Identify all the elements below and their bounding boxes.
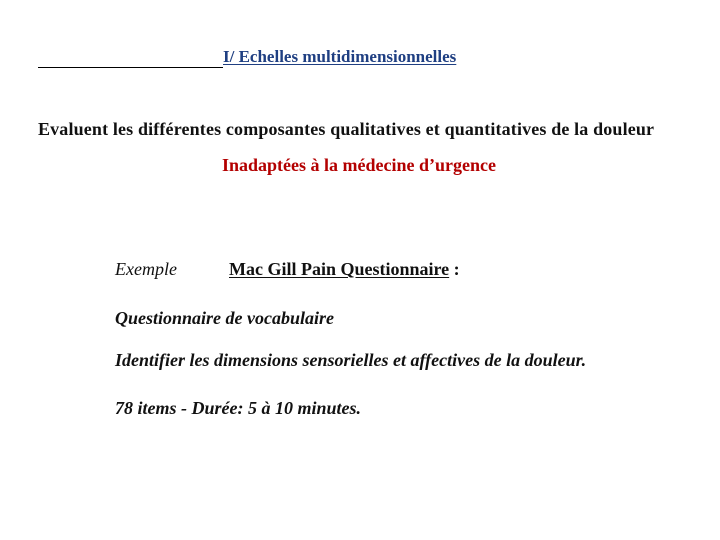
section-title: I/ Echelles multidimensionnelles	[223, 47, 457, 66]
detail-item: 78 items - Durée: 5 à 10 minutes.	[115, 398, 361, 418]
intro-line: Evaluent les différentes composantes qualitatives et quantitatives de la douleur	[38, 119, 655, 139]
detail-item: Questionnaire de vocabulaire	[115, 308, 334, 328]
example-suffix: :	[449, 259, 460, 279]
title-rule	[38, 67, 223, 68]
example-name: Mac Gill Pain Questionnaire	[229, 259, 450, 279]
detail-item: Identifier les dimensions sensorielles et affectives de la douleur.	[115, 350, 587, 370]
warning-note: Inadaptées à la médecine d’urgence	[222, 155, 496, 175]
example-title	[229, 259, 460, 280]
example-label: Exemple	[115, 259, 177, 279]
